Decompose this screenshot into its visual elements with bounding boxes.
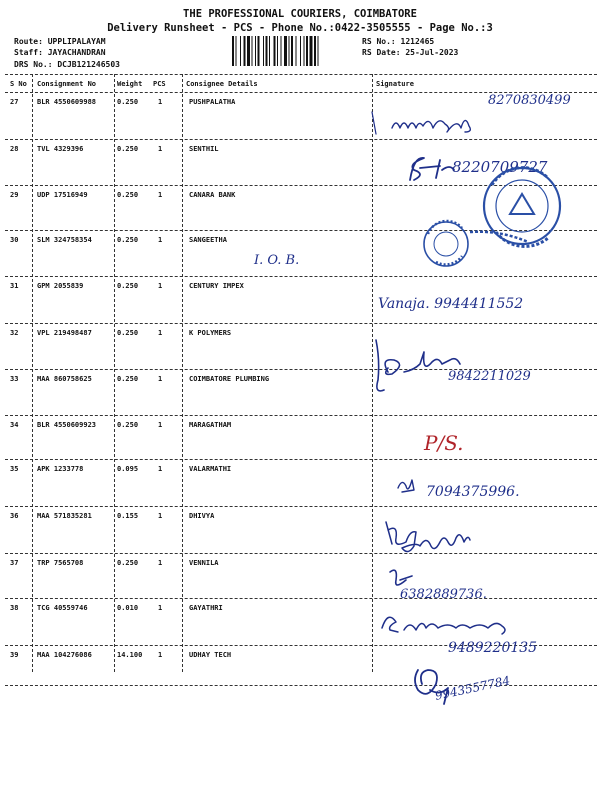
row-consignment-number: MAA 104276086: [37, 651, 92, 659]
row-weight: 0.095: [117, 465, 139, 473]
signature-scribble: [410, 158, 454, 180]
drs-number: DRS No.: DCJB121246503: [14, 60, 120, 69]
row-consignment-number: MAA 860758625: [37, 375, 92, 383]
handwritten-phone: 6382889736.: [400, 587, 487, 602]
row-sno: 31: [10, 282, 19, 290]
row-weight: 0.250: [117, 421, 139, 429]
row-pcs: 1: [158, 559, 163, 567]
row-consignee: CANARA BANK: [189, 191, 236, 199]
row-consignment-number: TRP 7565708: [37, 559, 84, 567]
row-consignee: CENTURY IMPEX: [189, 282, 244, 290]
route-label: Route: UPPLIPALAYAM: [14, 37, 106, 46]
row-consignee: MARAGATHAM: [189, 421, 232, 429]
handwritten-name-phone: Vanaja. 9944411552: [378, 296, 524, 312]
row-pcs: 1: [158, 651, 163, 659]
runsheet-title: Delivery Runsheet - PCS - Phone No.:0422-3505555 - Page No.:3: [107, 22, 493, 34]
row-sno: 38: [10, 604, 19, 612]
row-weight: 0.250: [117, 236, 139, 244]
row-consignee: K POLYMERS: [189, 329, 232, 337]
row-weight: 14.100: [117, 651, 143, 659]
row-weight: 0.250: [117, 145, 139, 153]
row-consignment-number: MAA 571835281: [37, 512, 92, 520]
handwritten-phone: 9489220135: [448, 640, 538, 656]
col-signature: Signature: [376, 80, 414, 88]
row-weight: 0.250: [117, 559, 139, 567]
row-consignment-number: UDP 17516949: [37, 191, 88, 199]
rs-number: RS No.: 1212465: [362, 37, 435, 46]
row-consignee: VENNILA: [189, 559, 219, 567]
handwritten-note: P/S.: [424, 431, 464, 455]
handwritten-note: I. O. B.: [254, 253, 300, 268]
row-pcs: 1: [158, 465, 163, 473]
row-pcs: 1: [158, 329, 163, 337]
row-consignment-number: SLM 324758354: [37, 236, 92, 244]
handwritten-phone: 8270830499: [488, 93, 571, 108]
row-pcs: 1: [158, 375, 163, 383]
row-consignment-number: BLR 4550609923: [37, 421, 97, 429]
signature-scribble: [386, 522, 470, 552]
row-pcs: 1: [158, 145, 163, 153]
row-consignee: VALARMATHI: [189, 465, 232, 473]
handwritten-phone: 8220709727: [452, 158, 548, 176]
signature-scribble: [398, 480, 414, 492]
handwritten-phone: 7094375996.: [426, 484, 520, 500]
row-sno: 35: [10, 465, 19, 473]
row-consignee: UDHAY TECH: [189, 651, 232, 659]
row-consignee: SANGEETHA: [189, 236, 227, 244]
row-sno: 34: [10, 421, 19, 429]
staff-label: Staff: JAYACHANDRAN: [14, 48, 106, 57]
row-pcs: 1: [158, 512, 163, 520]
row-weight: 0.010: [117, 604, 139, 612]
row-consignee: SENTHIL: [189, 145, 219, 153]
signature-scribble: [390, 570, 412, 585]
col-sno: S No: [10, 80, 27, 88]
row-sno: 32: [10, 329, 19, 337]
row-pcs: 1: [158, 98, 163, 106]
row-weight: 0.250: [117, 375, 139, 383]
row-weight: 0.155: [117, 512, 139, 520]
row-consignment-number: TCG 40559746: [37, 604, 88, 612]
row-sno: 30: [10, 236, 19, 244]
row-consignment-number: GPM 2055839: [37, 282, 84, 290]
row-sno: 37: [10, 559, 19, 567]
row-sno: 28: [10, 145, 19, 153]
signature-scribble: [382, 617, 505, 634]
signature-scribble: [392, 120, 470, 132]
row-sno: 29: [10, 191, 19, 199]
col-weight: Weight: [117, 80, 143, 88]
row-consignment-number: APK 1233778: [37, 465, 84, 473]
handwritten-phone: 9943557784: [433, 673, 512, 703]
row-consignment-number: TVL 4329396: [37, 145, 84, 153]
row-sno: 27: [10, 98, 19, 106]
row-sno: 33: [10, 375, 19, 383]
row-pcs: 1: [158, 191, 163, 199]
row-weight: 0.250: [117, 282, 139, 290]
row-weight: 0.250: [117, 329, 139, 337]
col-consignee: Consignee Details: [186, 80, 258, 88]
row-consignee: GAYATHRI: [189, 604, 223, 612]
handwritten-phone: 9842211029: [448, 369, 531, 384]
company-title: THE PROFESSIONAL COURIERS, COIMBATORE: [183, 8, 417, 20]
row-sno: 36: [10, 512, 19, 520]
row-consignee: DHIVYA: [189, 512, 215, 520]
col-consignment: Consignment No: [37, 80, 97, 88]
row-consignee: PUSHPALATHA: [189, 98, 236, 106]
signature-scribble: [372, 112, 376, 134]
row-weight: 0.250: [117, 98, 139, 106]
row-sno: 39: [10, 651, 19, 659]
row-pcs: 1: [158, 604, 163, 612]
row-consignee: COIMBATORE PLUMBING: [189, 375, 270, 383]
col-pcs: PCS: [153, 80, 166, 88]
rs-date: RS Date: 25-Jul-2023: [362, 48, 459, 57]
row-pcs: 1: [158, 282, 163, 290]
row-consignment-number: BLR 4550609988: [37, 98, 97, 106]
row-weight: 0.250: [117, 191, 139, 199]
row-pcs: 1: [158, 236, 163, 244]
row-consignment-number: VPL 219498487: [37, 329, 92, 337]
row-pcs: 1: [158, 421, 163, 429]
bank-stamp: [424, 168, 560, 266]
